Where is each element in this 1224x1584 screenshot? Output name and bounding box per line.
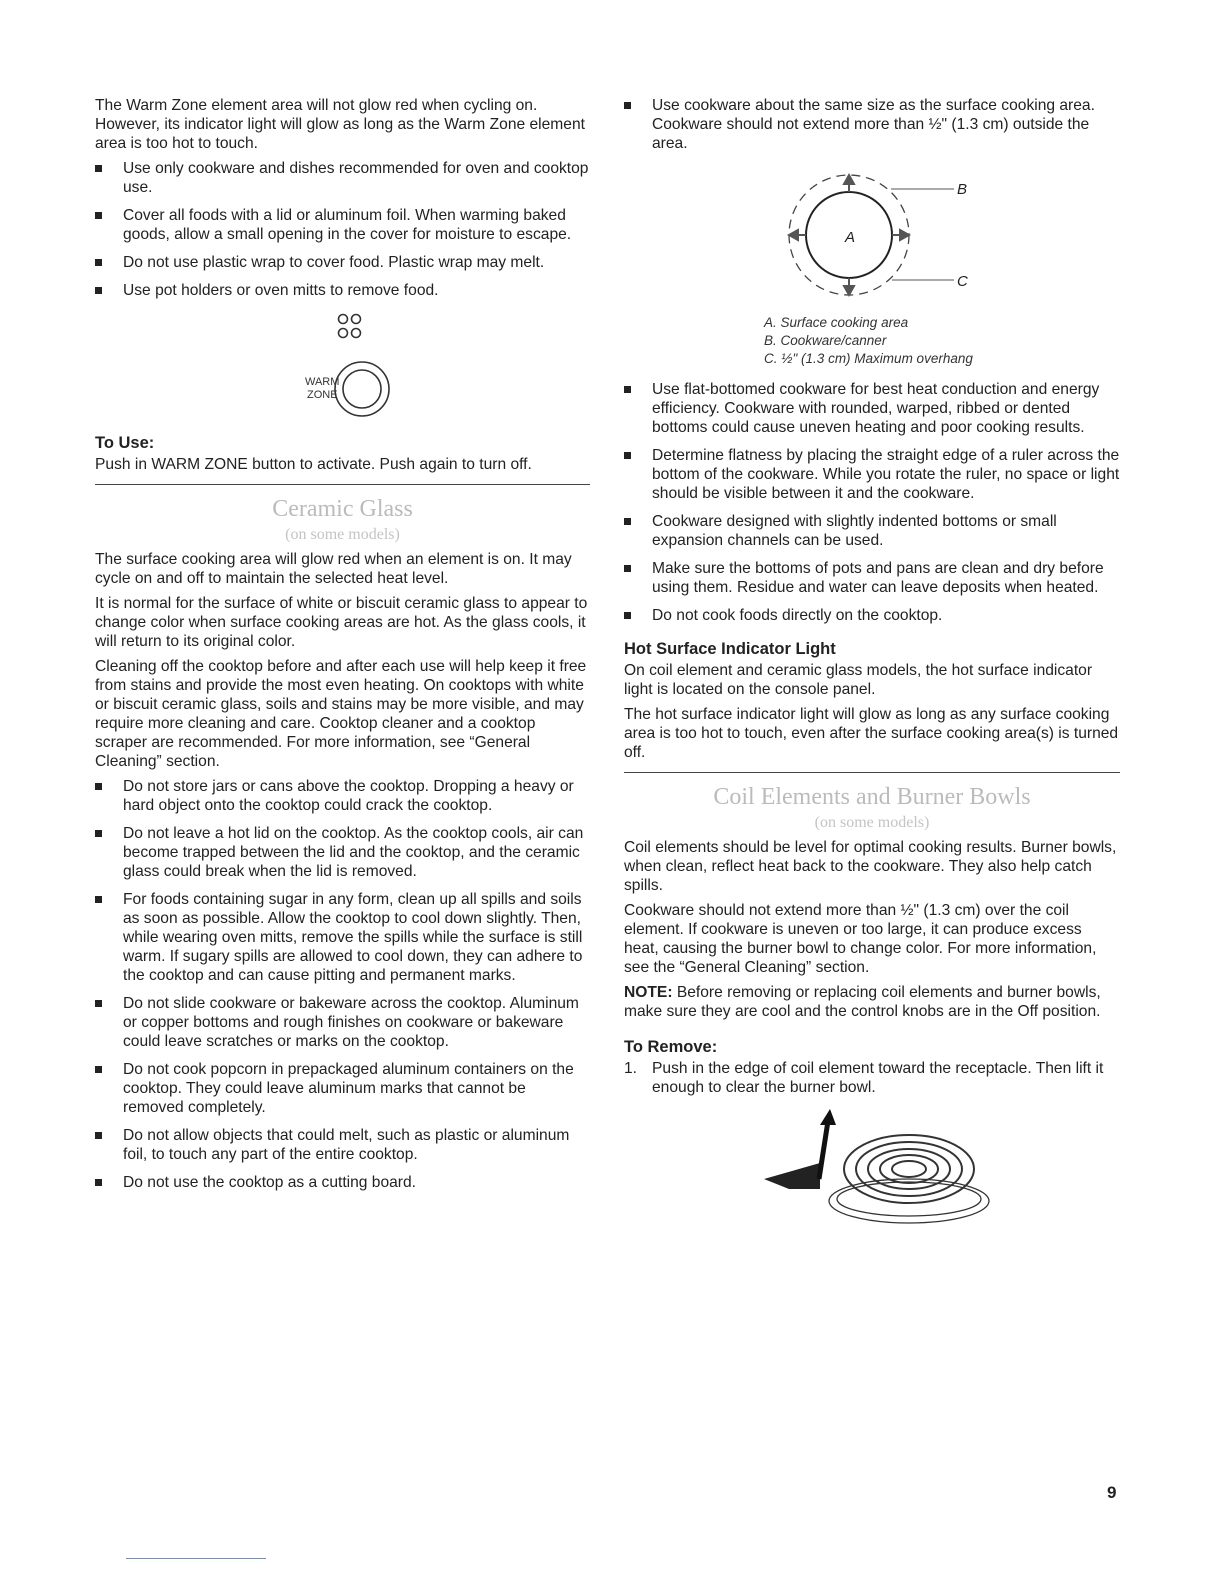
to-remove-heading: To Remove: bbox=[624, 1038, 718, 1056]
bullet-icon bbox=[624, 518, 631, 525]
list-item: Cookware designed with slightly indented bottoms or small expansion channels can be used. bbox=[624, 512, 1120, 550]
list-item: Do not cook foods directly on the cooktop. bbox=[624, 606, 1120, 625]
left-column bbox=[95, 96, 590, 1201]
note-label: NOTE: bbox=[624, 984, 673, 1001]
bullet-icon bbox=[95, 212, 102, 219]
cookware-size-bullet bbox=[624, 96, 1120, 153]
footer-line bbox=[126, 1558, 266, 1559]
ceramic-glass-subtitle: (on some models) bbox=[285, 526, 400, 543]
bullet-icon bbox=[95, 1132, 102, 1139]
bullet-icon bbox=[95, 165, 102, 172]
bullet-icon bbox=[95, 259, 102, 266]
hot-surface-paragraph: The hot surface indicator light will glow as long as any surface cooking area is too hot to touch, even after the surface cooking area(s) is turned off. bbox=[624, 706, 1119, 761]
right-column bbox=[624, 96, 1120, 1229]
bullet-icon bbox=[95, 783, 102, 790]
cookware-bullets bbox=[624, 380, 1120, 625]
diagram-legend bbox=[624, 314, 1120, 368]
list-item: Use cookware about the same size as the surface cooking area. Cookware should not extend more than ½" (1.3 cm) outside the area. bbox=[624, 96, 1120, 153]
lift-arrow-icon bbox=[819, 1109, 836, 1179]
note-paragraph: NOTE: Before removing or replacing coil elements and burner bowls, make sure they are cool and the control knobs are in the Off position. bbox=[624, 984, 1101, 1020]
ceramic-paragraph: The surface cooking area will glow red when an element is on. It may cycle on and off to maintain the selected heat level. bbox=[95, 551, 572, 587]
ceramic-glass-title: Ceramic Glass bbox=[272, 496, 413, 522]
bullet-icon bbox=[624, 102, 631, 109]
bullet-icon bbox=[95, 1179, 102, 1186]
burner-layout-icon bbox=[339, 315, 361, 338]
coil-removal-illustration bbox=[624, 1109, 1120, 1229]
list-item: 1. Push in the edge of coil element toward the receptacle. Then lift it enough to clear the burner bowl. bbox=[624, 1060, 1104, 1096]
list-item: Use flat-bottomed cookware for best heat conduction and energy efficiency. Cookware with rounded, warped, ribbed or dented bottoms could cause uneven heating and poor cooking results. bbox=[624, 380, 1120, 437]
legend-item: B. Cookware/canner bbox=[764, 333, 887, 348]
ceramic-paragraph: Cleaning off the cooktop before and after each use will help keep it free from stains and provide the most even heating. On cooktops with white or biscuit ceramic glass, soils and stains may be more visible, and may require more cleaning and care. Cooktop cleaner and a cooktop scraper are recommended. For more information, see “General Cleaning” section. bbox=[95, 658, 587, 770]
legend-item: C. ½" (1.3 cm) Maximum overhang bbox=[764, 351, 973, 366]
receptacle-icon bbox=[764, 1163, 820, 1189]
hot-surface-paragraph: On coil element and ceramic glass models, the hot surface indicator light is located on the console panel. bbox=[624, 662, 1093, 698]
warm-zone-knob-icon bbox=[335, 362, 389, 416]
legend-item: A. Surface cooking area bbox=[764, 315, 909, 330]
list-item: Do not use plastic wrap to cover food. Plastic wrap may melt. bbox=[95, 253, 590, 272]
coil-paragraph: Coil elements should be level for optimal cooking results. Burner bowls, when clean, reflect heat back to the cookware. They also help catch spills. bbox=[624, 839, 1117, 894]
warm-zone-bullets bbox=[95, 159, 590, 300]
list-item: Use only cookware and dishes recommended for oven and cooktop use. bbox=[95, 159, 590, 197]
warm-zone-control-illustration bbox=[95, 309, 590, 431]
list-item: Make sure the bottoms of pots and pans are clean and dry before using them. Residue and water can leave deposits when heated. bbox=[624, 559, 1120, 597]
section-divider bbox=[624, 772, 1120, 773]
to-use-heading: To Use: bbox=[95, 434, 155, 452]
list-item: Do not use the cooktop as a cutting board. bbox=[95, 1173, 590, 1192]
bullet-icon bbox=[95, 287, 102, 294]
list-item: Use pot holders or oven mitts to remove food. bbox=[95, 281, 590, 300]
section-divider bbox=[95, 484, 590, 485]
bullet-icon bbox=[624, 565, 631, 572]
bullet-icon bbox=[95, 896, 102, 903]
hot-surface-heading: Hot Surface Indicator Light bbox=[624, 640, 836, 658]
label-b: B bbox=[957, 181, 968, 198]
bullet-icon bbox=[624, 386, 631, 393]
zone-label: ZONE bbox=[307, 389, 338, 401]
list-item: Do not allow objects that could melt, such as plastic or aluminum foil, to touch any part of the entire cooktop. bbox=[95, 1126, 590, 1164]
coil-element-icon bbox=[844, 1135, 974, 1203]
list-item: Cover all foods with a lid or aluminum foil. When warming baked goods, allow a small opening in the cover for moisture to escape. bbox=[95, 206, 590, 244]
bullet-icon bbox=[95, 1066, 102, 1073]
bullet-icon bbox=[95, 1000, 102, 1007]
bullet-icon bbox=[95, 830, 102, 837]
to-use-text: Push in WARM ZONE button to activate. Push again to turn off. bbox=[95, 456, 532, 473]
list-item: Do not slide cookware or bakeware across the cooktop. Aluminum or copper bottoms and rough finishes on cookware or bakeware could leave scratches or marks on the cooktop. bbox=[95, 994, 590, 1051]
warm-zone-intro: The Warm Zone element area will not glow red when cycling on. However, its indicator light will glow as long as the Warm Zone element area is too hot to touch. bbox=[95, 97, 585, 152]
label-c: C bbox=[957, 273, 968, 290]
label-a: A bbox=[845, 229, 856, 246]
bullet-icon bbox=[624, 452, 631, 459]
warm-label: WARM bbox=[305, 376, 340, 388]
list-item: Do not store jars or cans above the cooktop. Dropping a heavy or hard object onto the cooktop could crack the cooktop. bbox=[95, 777, 590, 815]
list-item: Do not cook popcorn in prepackaged aluminum containers on the cooktop. They could leave aluminum marks that cannot be removed completely. bbox=[95, 1060, 590, 1117]
list-item: Determine flatness by placing the straight edge of a ruler across the bottom of the cookware. While you rotate the ruler, no space or light should be visible between it and the cookware. bbox=[624, 446, 1120, 503]
remove-steps bbox=[624, 1059, 1120, 1097]
cookware-overhang-diagram bbox=[624, 162, 1120, 312]
page-number: 9 bbox=[1107, 1483, 1117, 1502]
ceramic-paragraph: It is normal for the surface of white or biscuit ceramic glass to appear to change color when surface cooking areas are hot. As the glass cools, it will return to its original color. bbox=[95, 595, 588, 650]
coil-elements-subtitle: (on some models) bbox=[814, 814, 930, 831]
bullet-icon bbox=[624, 612, 631, 619]
list-item: Do not leave a hot lid on the cooktop. As the cooktop cools, air can become trapped between the lid and the cooktop, and the ceramic glass could break when the lid is removed. bbox=[95, 824, 590, 881]
list-item: For foods containing sugar in any form, clean up all spills and soils as soon as possible. Allow the cooktop to cool down slightly. Then, while wearing oven mitts, remove the spills while the surface is still warm. If sugary spills are allowed to cool down, they can adhere to the cooktop and can cause pitting and permanent marks. bbox=[95, 890, 590, 985]
coil-elements-title: Coil Elements and Burner Bowls bbox=[713, 784, 1031, 810]
ceramic-bullets bbox=[95, 777, 590, 1192]
coil-paragraph: Cookware should not extend more than ½" (1.3 cm) over the coil element. If cookware is uneven or too large, it can produce excess heat, causing the burner bowl to change color. For more information, see the “General Cleaning” section. bbox=[624, 902, 1097, 976]
